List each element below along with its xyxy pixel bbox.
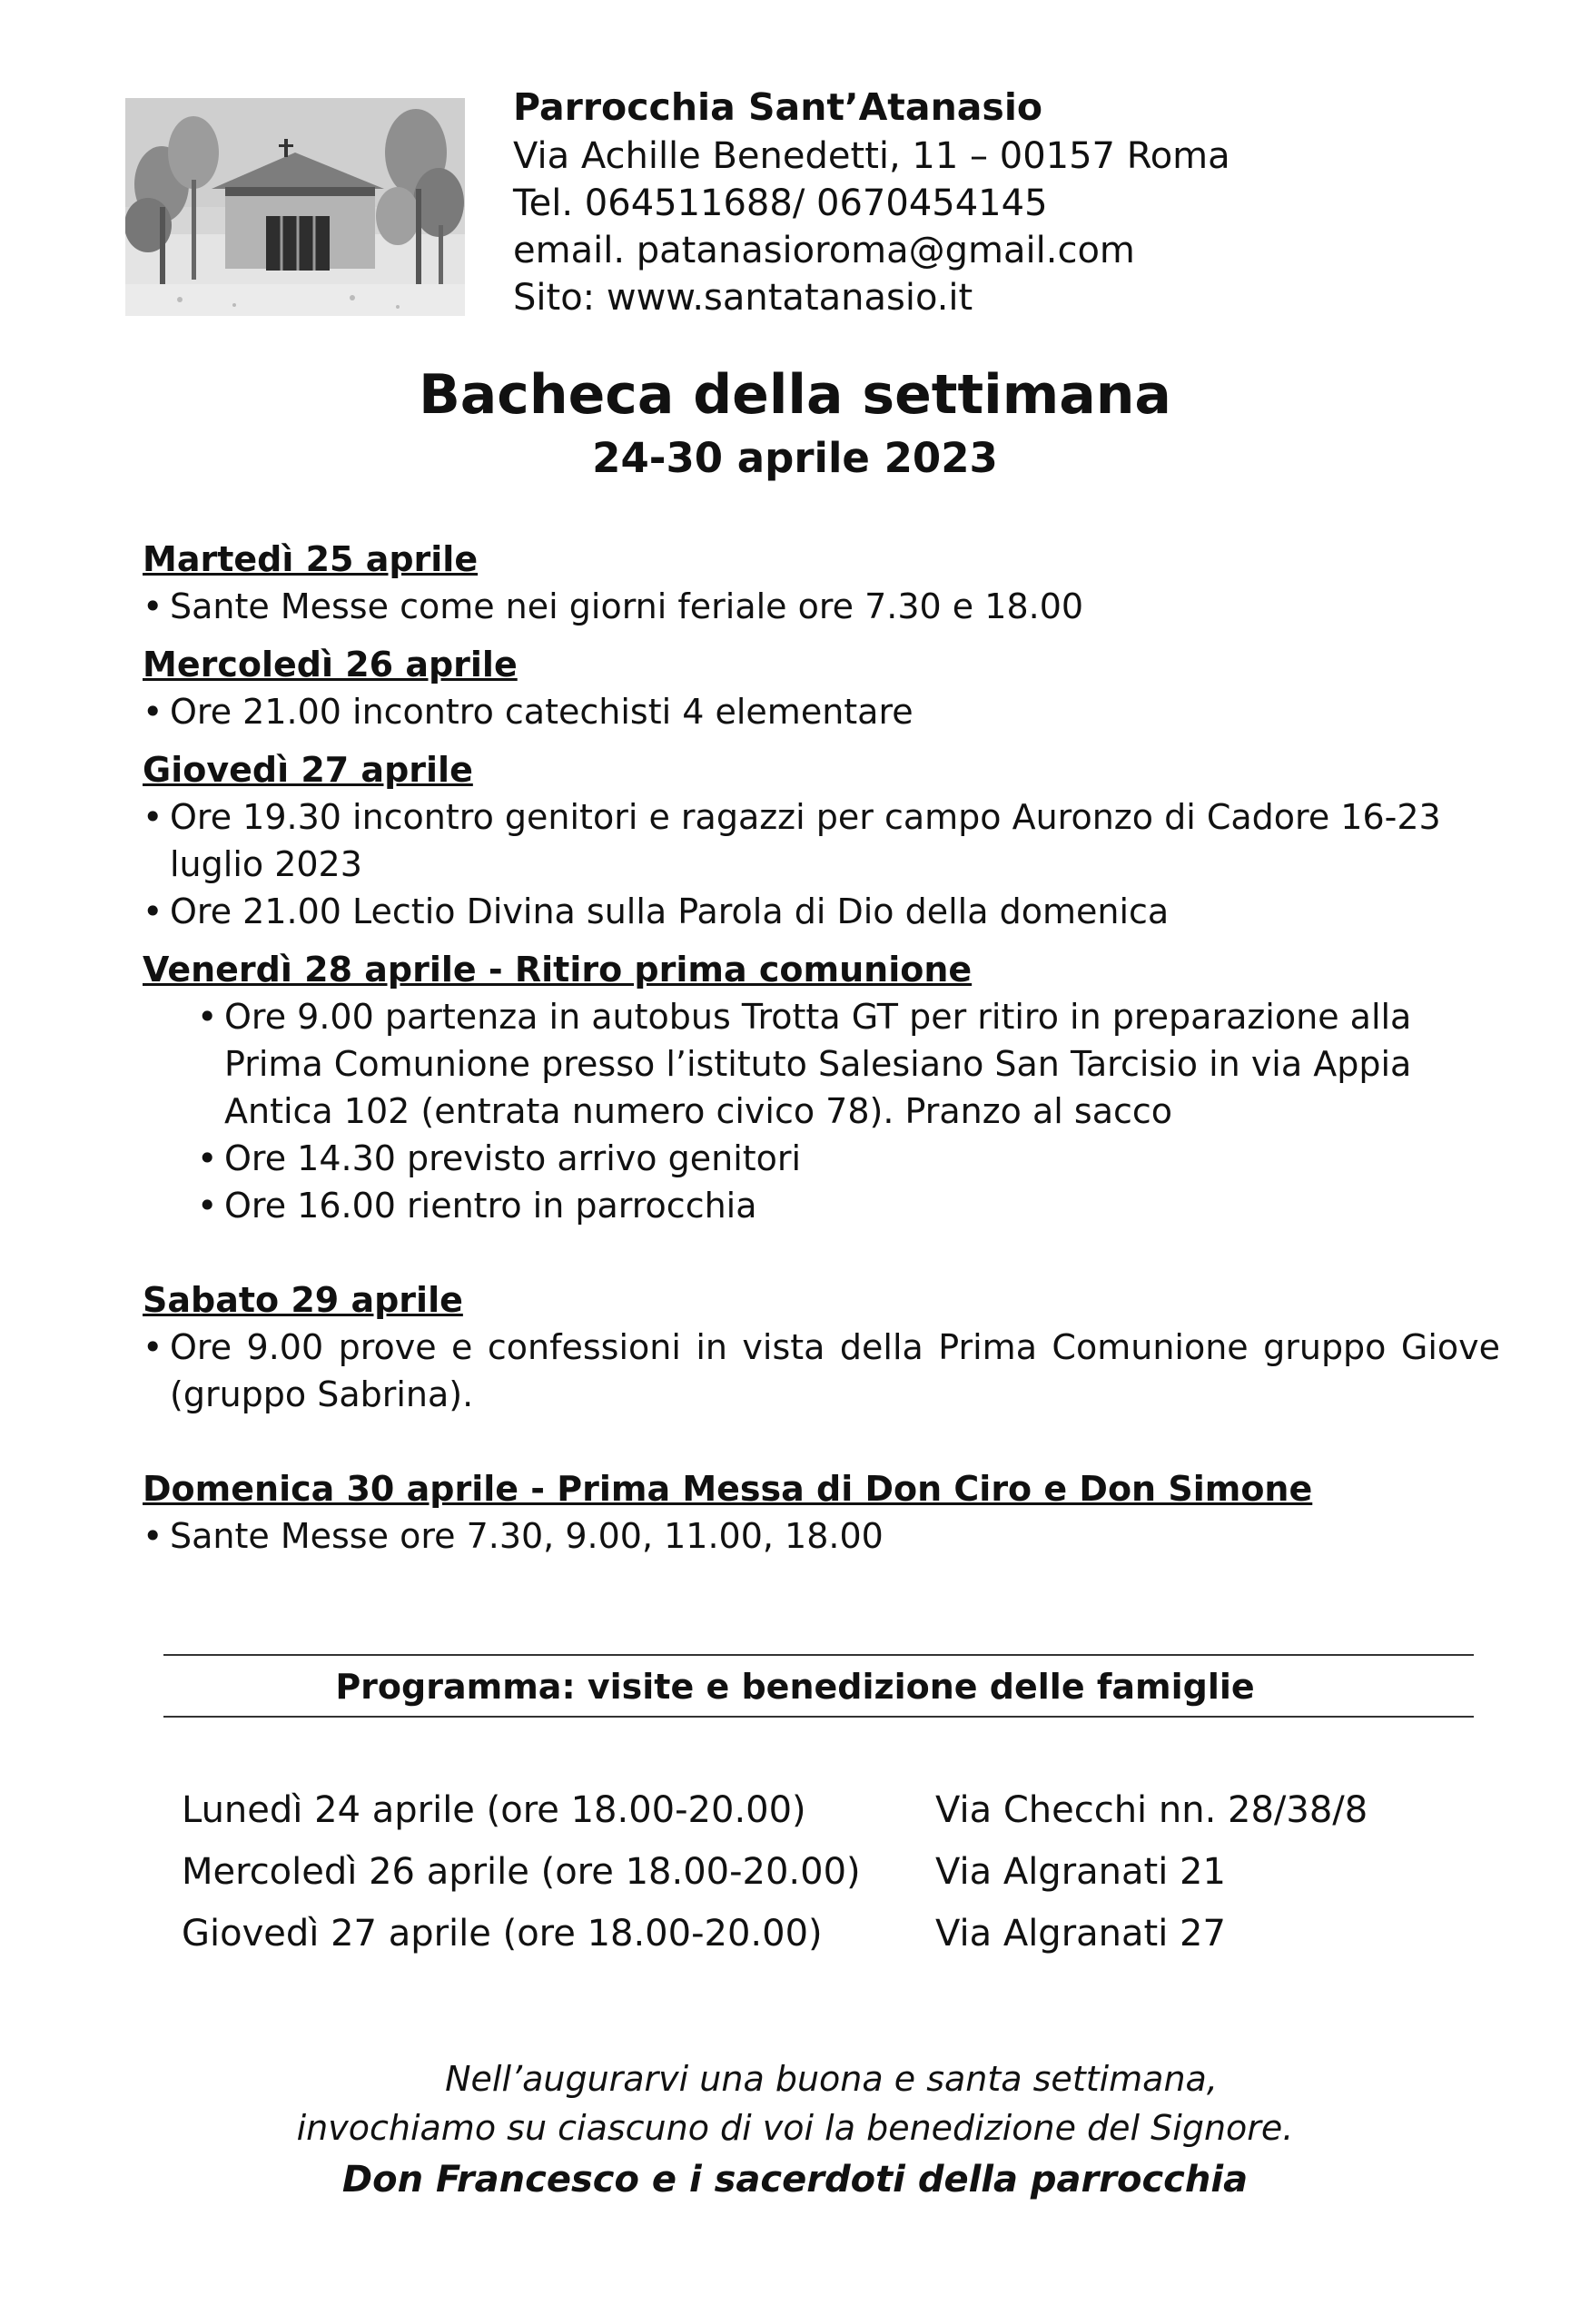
program-where: Via Algranati 27 xyxy=(935,1913,1226,1955)
day-heading: Mercoledì 26 aprile xyxy=(143,645,518,684)
closing-line-1: Nell’augurarvi una buona e santa settimana, xyxy=(445,2059,1218,2099)
program-when: Giovedì 27 aprile (ore 18.00-20.00) xyxy=(182,1913,823,1955)
day-section xyxy=(143,1276,1500,1418)
weekly-events xyxy=(143,536,1500,1571)
program-where: Via Checchi nn. 28/38/8 xyxy=(935,1789,1368,1831)
day-heading: Giovedì 27 aprile xyxy=(143,750,473,790)
parish-website: Sito: www.santatanasio.it xyxy=(513,277,973,319)
parish-email: email. patanasioroma@gmail.com xyxy=(513,230,1135,271)
day-section xyxy=(143,946,1500,1229)
day-section xyxy=(143,641,1500,735)
program-row xyxy=(182,1779,1453,1841)
event-item: • Ore 19.30 incontro genitori e ragazzi per campo Auronzo di Cadore 16-23 luglio 2023 xyxy=(143,793,1500,888)
event-item: • Sante Messe come nei giorni feriale ore 7.30 e 18.00 xyxy=(143,583,1500,630)
program-table xyxy=(182,1779,1453,1965)
program-when: Lunedì 24 aprile (ore 18.00-20.00) xyxy=(182,1789,806,1831)
parish-name: Parrocchia Sant’Atanasio xyxy=(513,85,1043,129)
bulletin-title: Bacheca della settimana xyxy=(419,363,1171,427)
program-where: Via Algranati 21 xyxy=(935,1851,1226,1893)
event-item: • Sante Messe ore 7.30, 9.00, 11.00, 18.00 xyxy=(143,1512,1500,1560)
event-item: • Ore 21.00 incontro catechisti 4 elementare xyxy=(143,688,1500,735)
bulletin-dates: 24-30 aprile 2023 xyxy=(592,434,998,482)
day-section xyxy=(143,746,1500,935)
day-heading: Martedì 25 aprile xyxy=(143,539,479,579)
day-section xyxy=(143,536,1500,630)
day-heading: Domenica 30 aprile - Prima Messa di Don Ciro e Don Simone xyxy=(143,1469,1313,1509)
parish-phone: Tel. 064511688/ 0670454145 xyxy=(513,182,1048,224)
program-when: Mercoledì 26 aprile (ore 18.00-20.00) xyxy=(182,1851,861,1893)
closing-line-2: invochiamo su ciascuno di voi la benedizione del Signore. xyxy=(296,2108,1294,2148)
parish-address: Via Achille Benedetti, 11 – 00157 Roma xyxy=(513,135,1230,177)
church-illustration-icon xyxy=(125,98,465,316)
program-bottom-rule xyxy=(163,1716,1474,1718)
day-heading: Venerdì 28 aprile - Ritiro prima comunione xyxy=(143,950,973,990)
program-top-rule xyxy=(163,1654,1474,1656)
program-row xyxy=(182,1841,1453,1903)
event-item: • Ore 9.00 partenza in autobus Trotta GT per ritiro in preparazione alla Prima Comunione presso l’istituto Salesiano San Tarcisio in via Appia Antica 102 (entrata numero civico 78). Pranzo al sacco xyxy=(197,993,1500,1135)
event-item: • Ore 14.30 previsto arrivo genitori xyxy=(197,1135,1500,1182)
day-section xyxy=(143,1465,1500,1560)
program-title: Programma: visite e benedizione delle famiglie xyxy=(335,1667,1255,1707)
program-row xyxy=(182,1903,1453,1965)
contact-block xyxy=(513,82,1512,321)
event-item: • Ore 9.00 prove e confessioni in vista della Prima Comunione gruppo Giove (gruppo Sabrina). xyxy=(143,1324,1500,1418)
event-item: • Ore 21.00 Lectio Divina sulla Parola di Dio della domenica xyxy=(143,888,1500,935)
event-item: • Ore 16.00 rientro in parrocchia xyxy=(197,1182,1500,1229)
day-heading: Sabato 29 aprile xyxy=(143,1280,463,1320)
closing-signature: Don Francesco e i sacerdoti della parrocchia xyxy=(341,2159,1249,2201)
